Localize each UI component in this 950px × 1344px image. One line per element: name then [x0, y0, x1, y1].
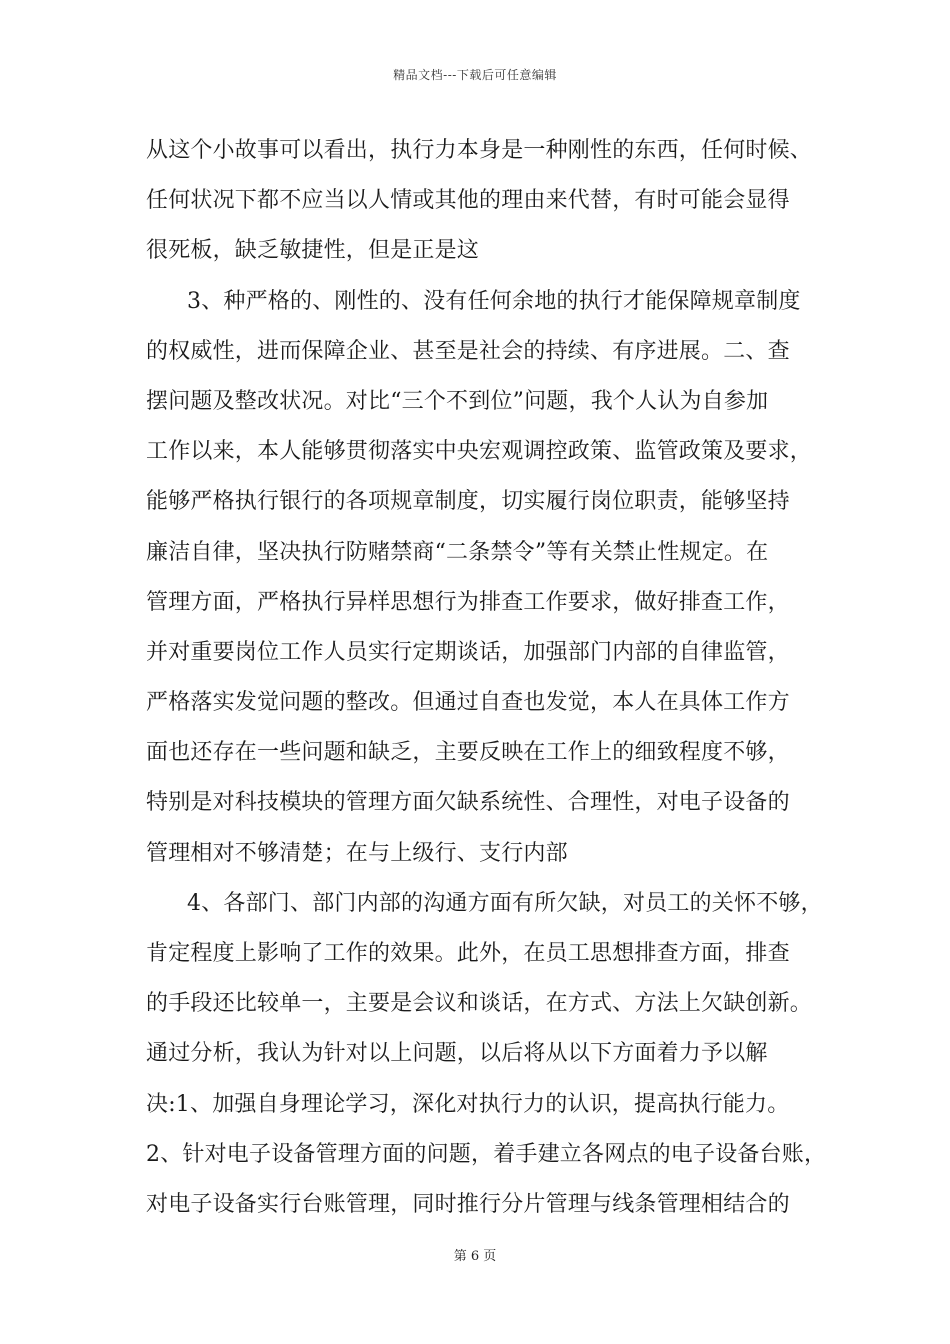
page-number: 第 6 页: [453, 1249, 497, 1264]
text-line: 管理方面，严格执行异样思想行为排查工作要求，做好排查工作，: [146, 589, 790, 615]
text-line: 很死板，缺乏敏捷性，但是正是这: [146, 238, 480, 264]
text-line: 肯定程度上影响了工作的效果。此外，在员工思想排查方面，排查: [146, 941, 790, 966]
document-body: [146, 126, 827, 1230]
text-line: 通过分析，我认为针对以上问题，以后将从以下方面着力予以解: [146, 1041, 768, 1067]
text-line: 的权威性，进而保障企业、甚至是社会的持续、有序进展。二、查: [146, 338, 790, 364]
text-line: 2、针对电子设备管理方面的问题，着手建立各网点的电子设备台账，: [146, 1141, 827, 1167]
text-line: 管理相对不够清楚；在与上级行、支行内部: [146, 840, 568, 866]
text-line: 任何状况下都不应当以人情或其他的理由来代替，有时可能会显得: [146, 188, 790, 214]
text-line: 严格落实发觉问题的整改。但通过自查也发觉，本人在具体工作方: [146, 690, 790, 716]
text-line: 对电子设备实行台账管理，同时推行分片管理与线条管理相结合的: [146, 1191, 790, 1217]
page-header: 精品文档---下载后可任意编辑: [393, 68, 557, 82]
text-line: 面也还存在一些问题和缺乏，主要反映在工作上的细致程度不够，: [146, 740, 790, 766]
text-line: 能够严格执行银行的各项规章制度，切实履行岗位职责，能够坚持: [146, 489, 790, 515]
text-line: 并对重要岗位工作人员实行定期谈话，加强部门内部的自律监管，: [146, 639, 790, 665]
text-line: 特别是对科技模块的管理方面欠缺系统性、合理性，对电子设备的: [146, 790, 790, 816]
text-line: 决:1、加强自身理论学习，深化对执行力的认识，提高执行能力。: [146, 1091, 790, 1117]
text-line: 工作以来，本人能够贯彻落实中央宏观调控政策、监管政策及要求，: [146, 439, 813, 465]
text-line: 从这个小故事可以看出，执行力本身是一种刚性的东西，任何时候、: [146, 138, 813, 163]
text-line-indented: 3、种严格的、刚性的、没有任何余地的执行才能保障规章制度: [187, 288, 801, 314]
text-line: 廉洁自律，坚决执行防赌禁商“二条禁令”等有关禁止性规定。在: [146, 539, 769, 565]
text-line: 摆问题及整改状况。对比“三个不到位”问题，我个人认为自参加: [146, 388, 769, 414]
text-line-indented: 4、各部门、部门内部的沟通方面有所欠缺，对员工的关怀不够，: [187, 890, 823, 916]
text-line: 的手段还比较单一，主要是会议和谈话，在方式、方法上欠缺创新。: [146, 991, 813, 1017]
